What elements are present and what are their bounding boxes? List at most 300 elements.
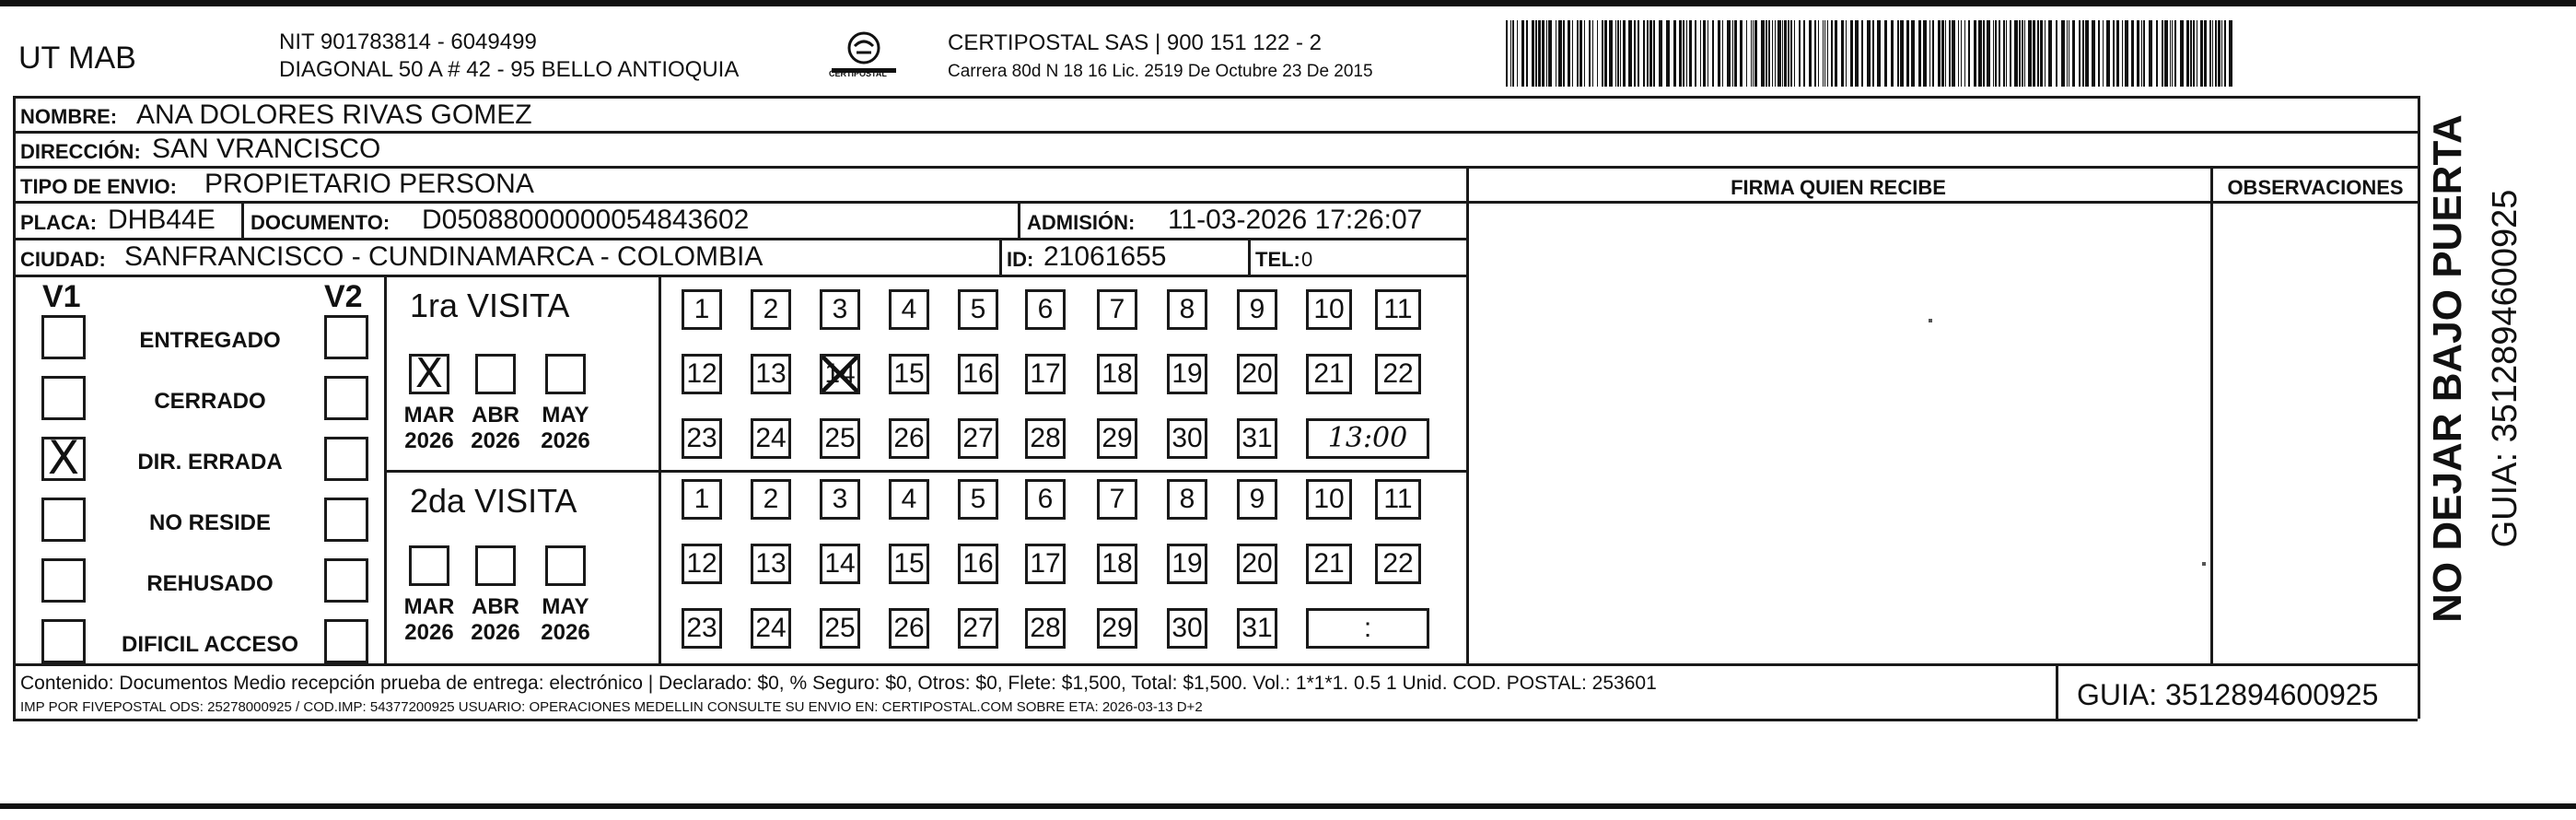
visita1-day[interactable]: 15 <box>889 354 929 394</box>
barcode-bar <box>1850 20 1853 87</box>
barcode-bar <box>2061 20 2065 87</box>
visita2-day[interactable]: 31 <box>1237 608 1277 649</box>
visita2-day[interactable]: 6 <box>1025 479 1066 520</box>
visita1-day[interactable]: 3 <box>820 289 860 330</box>
tel-value: 0 <box>1301 248 1313 271</box>
visita1-day[interactable]: 11 <box>1375 289 1421 330</box>
barcode-bar <box>1542 20 1544 87</box>
visita1-month-checkbox[interactable]: X <box>409 354 449 394</box>
tipo-value: PROPIETARIO PERSONA <box>204 169 534 199</box>
barcode-bar <box>1638 20 1639 87</box>
barcode-bar <box>1572 20 1573 87</box>
barcode-bar <box>1877 20 1881 87</box>
barcode-bar <box>2149 20 2152 87</box>
barcode-bar <box>1510 20 1511 87</box>
documento-label: DOCUMENTO: <box>251 211 390 234</box>
barcode-bar <box>2092 20 2095 87</box>
barcode-bar <box>1617 20 1619 87</box>
v1-checkbox[interactable] <box>41 376 86 420</box>
barcode-bar <box>2045 20 2046 87</box>
barcode-bar <box>1740 20 1743 87</box>
sender-address: DIAGONAL 50 A # 42 - 95 BELLO ANTIOQUIA <box>279 57 740 82</box>
barcode-bar <box>2218 20 2220 87</box>
scan-top-edge <box>0 0 2576 6</box>
barcode-bar <box>1563 20 1565 87</box>
barcode-bar <box>2019 20 2021 87</box>
barcode-bar <box>1824 20 1825 87</box>
barcode-bar <box>1615 20 1616 87</box>
visita1-month-checkbox[interactable] <box>545 354 586 394</box>
barcode-bar <box>2010 20 2011 87</box>
barcode-bar <box>1620 20 1621 87</box>
barcode-bar <box>1584 20 1585 87</box>
barcode-bar <box>2067 20 2068 87</box>
tel-divider <box>1248 238 1251 275</box>
barcode-bar <box>2022 20 2023 87</box>
barcode-bar <box>2106 20 2110 87</box>
barcode-bar <box>1855 20 1859 87</box>
barcode-bar <box>2224 20 2226 87</box>
barcode-bar <box>1679 20 1682 87</box>
visita1-month-label: MAY <box>542 403 589 428</box>
visita1-day[interactable]: 8 <box>1167 289 1207 330</box>
barcode-bar <box>1938 20 1941 87</box>
status-label: ENTREGADO <box>139 328 281 353</box>
barcode-bar <box>1700 20 1701 87</box>
footer-impresion: IMP POR FIVEPOSTAL ODS: 25278000925 / COD.IMP: 54377200925 USUARIO: OPERACIONES MEDELLIN CONSULTE SU ENVIO EN: CERTIPOSTAL.COM SOBRE ETA: 2026-03-13 D+2 <box>20 699 1203 715</box>
visita2-day[interactable]: 22 <box>1375 544 1421 584</box>
barcode-bar <box>1831 20 1833 87</box>
barcode-bar <box>2172 20 2173 87</box>
barcode-bar <box>1548 20 1552 87</box>
visita2-day[interactable]: 11 <box>1375 479 1421 520</box>
sender-name: UT MAB <box>18 41 136 76</box>
v2-checkbox[interactable] <box>324 558 368 603</box>
barcode-bar <box>1609 20 1613 87</box>
visita2-title: 2da VISITA <box>410 482 577 520</box>
scan-dot <box>1929 319 1932 322</box>
barcode-bar <box>2209 20 2211 87</box>
visita1-day[interactable]: 22 <box>1375 354 1421 394</box>
visita2-day[interactable]: 29 <box>1097 608 1137 649</box>
barcode-bar <box>2204 20 2207 87</box>
barcode-bar <box>1782 20 1783 87</box>
v2-checkbox[interactable] <box>324 376 368 420</box>
visita2-hora: : <box>1306 608 1429 649</box>
visita1-day[interactable]: 17 <box>1025 354 1066 394</box>
barcode-bar <box>2033 20 2035 87</box>
barcode-bar <box>1790 20 1792 87</box>
barcode-bar <box>1577 20 1579 87</box>
barcode-bar <box>2028 20 2032 87</box>
barcode-bar <box>1734 20 1737 87</box>
barcode-bar <box>1932 20 1934 87</box>
barcode-bar <box>1897 20 1899 87</box>
barcode-bar <box>1602 20 1603 87</box>
barcode-bar <box>1983 20 1985 87</box>
visita1-day[interactable]: 12 <box>682 354 722 394</box>
visita1-day[interactable]: 5 <box>958 289 998 330</box>
barcode-bar <box>1945 20 1946 87</box>
barcode-bar <box>1689 20 1692 87</box>
barcode-bar <box>2186 20 2189 87</box>
barcode <box>1506 20 2243 87</box>
barcode-bar <box>1568 20 1570 87</box>
tel-label: TEL: <box>1255 248 1300 271</box>
barcode-bar <box>1978 20 1982 87</box>
barcode-bar <box>2079 20 2081 87</box>
visita2-day[interactable]: 15 <box>889 544 929 584</box>
barcode-bar <box>1643 20 1645 87</box>
barcode-bar <box>2006 20 2007 87</box>
barcode-bar <box>1649 20 1652 87</box>
barcode-bar <box>1841 20 1844 87</box>
barcode-bar <box>1814 20 1816 87</box>
visita2-month-year: 2026 <box>471 620 520 645</box>
barcode-bar <box>1778 20 1781 87</box>
v1-checkbox[interactable]: X <box>41 437 86 481</box>
barcode-bar <box>1604 20 1607 87</box>
barcode-bar <box>1999 20 2000 87</box>
barcode-bar <box>1558 20 1562 87</box>
barcode-bar <box>1827 20 1828 87</box>
barcode-bar <box>1597 20 1598 87</box>
footer-contenido: Contenido: Documentos Medio recepción prueba de entrega: electrónico | Declarado: $0, % Seguro: $0, Otros: $0, Flete: $1,500, Total: $1,500. Vol.: 1*1*1. 0.5 1 Unid. COD. POSTAL: 253601 <box>20 673 1657 694</box>
barcode-bar <box>2180 20 2184 87</box>
barcode-bar <box>1766 20 1767 87</box>
v2-label: V2 <box>324 279 363 314</box>
v1-label: V1 <box>42 279 81 314</box>
barcode-bar <box>1761 20 1765 87</box>
visita2-day[interactable]: 10 <box>1306 479 1352 520</box>
barcode-bar <box>1818 20 1819 87</box>
visita1-day[interactable]: 20 <box>1237 354 1277 394</box>
visita2-day[interactable]: 13 <box>751 544 791 584</box>
id-divider <box>999 238 1002 275</box>
visita1-day[interactable]: 31 <box>1237 418 1277 459</box>
visita2-month-checkbox[interactable] <box>475 545 516 586</box>
visita1-day[interactable]: 16 <box>958 354 998 394</box>
barcode-bar <box>1517 20 1518 87</box>
barcode-bar <box>2190 20 2192 87</box>
barcode-bar <box>1751 20 1752 87</box>
barcode-bar <box>1872 20 1874 87</box>
barcode-bar <box>1666 20 1670 87</box>
barcode-bar <box>1538 20 1541 87</box>
visita2-day[interactable]: 20 <box>1237 544 1277 584</box>
visita2-day[interactable]: 16 <box>958 544 998 584</box>
v2-checkbox[interactable] <box>324 437 368 481</box>
calendar-left-border <box>659 275 661 663</box>
visita2-month-year: 2026 <box>541 620 590 645</box>
visita2-day[interactable]: 30 <box>1167 608 1207 649</box>
visita1-day[interactable]: 25 <box>820 418 860 459</box>
ciudad-label: CIUDAD: <box>20 248 106 271</box>
barcode-bar <box>1623 20 1626 87</box>
barcode-bar <box>1846 20 1847 87</box>
barcode-bar <box>1929 20 1930 87</box>
barcode-bar <box>1526 20 1528 87</box>
visita2-month-label: ABR <box>472 594 519 619</box>
nombre-value: ANA DOLORES RIVAS GOMEZ <box>136 100 532 130</box>
barcode-bar <box>2215 20 2217 87</box>
visita2-day[interactable]: 21 <box>1306 544 1352 584</box>
visita2-day[interactable]: 18 <box>1097 544 1137 584</box>
barcode-bar <box>1835 20 1837 87</box>
observaciones-header: OBSERVACIONES <box>2227 176 2404 199</box>
side-guia: GUIA: 3512894600925 <box>2486 189 2524 548</box>
form-top-line <box>13 96 2418 99</box>
barcode-bar <box>1809 20 1812 87</box>
visita2-day[interactable]: 27 <box>958 608 998 649</box>
visita2-day[interactable]: 5 <box>958 479 998 520</box>
ciudad-value: SANFRANCISCO - CUNDINAMARCA - COLOMBIA <box>124 241 763 272</box>
barcode-bar <box>1579 20 1582 87</box>
visita1-day[interactable]: 6 <box>1025 289 1066 330</box>
barcode-bar <box>2113 20 2115 87</box>
barcode-bar <box>1995 20 1997 87</box>
barcode-bar <box>2048 20 2052 87</box>
visita1-day[interactable]: 4 <box>889 289 929 330</box>
barcode-bar <box>1653 20 1655 87</box>
v2-checkbox[interactable] <box>324 619 368 663</box>
line-ciudad <box>13 275 1466 277</box>
status-label: REHUSADO <box>146 571 274 596</box>
visita1-day[interactable]: 29 <box>1097 418 1137 459</box>
direccion-label: DIRECCIÓN: <box>20 140 141 163</box>
barcode-bar <box>2212 20 2213 87</box>
barcode-bar <box>2141 20 2142 87</box>
barcode-bar <box>2085 20 2089 87</box>
company-address: Carrera 80d N 18 16 Lic. 2519 De Octubre 23 De 2015 <box>948 62 1373 81</box>
v2-checkbox[interactable] <box>324 498 368 542</box>
visita-separator <box>384 470 1466 473</box>
visita1-title: 1ra VISITA <box>410 287 570 324</box>
visita1-day[interactable]: 7 <box>1097 289 1137 330</box>
visita2-day[interactable]: 12 <box>682 544 722 584</box>
barcode-bar <box>1823 20 1824 87</box>
barcode-bar <box>1794 20 1795 87</box>
visita2-month-checkbox[interactable] <box>545 545 586 586</box>
visita1-day[interactable]: 21 <box>1306 354 1352 394</box>
barcode-bar <box>2072 20 2075 87</box>
nombre-label: NOMBRE: <box>20 105 118 128</box>
barcode-bar <box>1753 20 1754 87</box>
placa-divider <box>241 201 244 238</box>
visita2-month-year: 2026 <box>404 620 454 645</box>
barcode-bar <box>1788 20 1789 87</box>
admision-label: ADMISIÓN: <box>1027 211 1136 234</box>
admision-divider <box>1018 201 1020 238</box>
barcode-bar <box>1722 20 1723 87</box>
barcode-bar <box>2098 20 2100 87</box>
barcode-bar <box>1941 20 1944 87</box>
footer-right-border <box>2418 663 2420 719</box>
barcode-bar <box>1884 20 1887 87</box>
visita2-day[interactable]: 2 <box>751 479 791 520</box>
id-label: ID: <box>1007 248 1034 271</box>
barcode-bar <box>2122 20 2123 87</box>
barcode-bar <box>1712 20 1714 87</box>
barcode-bar <box>1732 20 1733 87</box>
header-underline <box>1466 201 2420 204</box>
documento-value: D05088000000054843602 <box>422 205 750 235</box>
line-tipo <box>13 201 1466 204</box>
visita1-month-year: 2026 <box>541 428 590 453</box>
v1-checkbox[interactable] <box>41 498 86 542</box>
barcode-bar <box>1906 20 1909 87</box>
visita2-day[interactable]: 14 <box>820 544 860 584</box>
visita2-day[interactable]: 26 <box>889 608 929 649</box>
visita1-day[interactable]: 2 <box>751 289 791 330</box>
barcode-bar <box>1900 20 1904 87</box>
barcode-bar <box>1647 20 1649 87</box>
barcode-bar <box>2131 20 2134 87</box>
status-label: DIFICIL ACCESO <box>121 632 298 657</box>
visita1-day[interactable]: 26 <box>889 418 929 459</box>
barcode-bar <box>2174 20 2176 87</box>
admision-value: 11-03-2026 17:26:07 <box>1168 205 1423 235</box>
barcode-bar <box>1659 20 1662 87</box>
visita2-day[interactable]: 3 <box>820 479 860 520</box>
barcode-bar <box>2162 20 2163 87</box>
footer-guia-divider <box>2056 663 2058 719</box>
visita1-day[interactable]: 10 <box>1306 289 1352 330</box>
visita1-day[interactable]: 13 <box>751 354 791 394</box>
barcode-bar <box>2170 20 2171 87</box>
barcode-bar <box>2103 20 2104 87</box>
sender-nit: NIT 901783814 - 6049499 <box>279 29 537 54</box>
barcode-bar <box>1532 20 1534 87</box>
barcode-bar <box>2137 20 2139 87</box>
firma-left-border <box>1466 166 1469 663</box>
barcode-bar <box>2164 20 2168 87</box>
visita1-day[interactable]: 27 <box>958 418 998 459</box>
visita2-day[interactable]: 25 <box>820 608 860 649</box>
visita1-day[interactable]: 9 <box>1237 289 1277 330</box>
id-value: 21061655 <box>1043 241 1167 272</box>
visita1-month-checkbox[interactable] <box>475 354 516 394</box>
barcode-bar <box>1673 20 1676 87</box>
visita2-month-label: MAR <box>403 594 455 619</box>
barcode-bar <box>1964 20 1965 87</box>
visita2-month-checkbox[interactable] <box>409 545 449 586</box>
barcode-bar <box>1546 20 1547 87</box>
barcode-bar <box>1718 20 1720 87</box>
visita2-day[interactable]: 9 <box>1237 479 1277 520</box>
firma-header: FIRMA QUIEN RECIBE <box>1731 176 1946 199</box>
visita-left-border <box>384 275 387 663</box>
direccion-value: SAN VRANCISCO <box>152 134 381 164</box>
barcode-bar <box>1799 20 1801 87</box>
visita2-day[interactable]: 24 <box>751 608 791 649</box>
visita1-day[interactable]: 28 <box>1025 418 1066 459</box>
scan-bottom-edge <box>0 803 2576 809</box>
placa-value: DHB44E <box>108 205 216 235</box>
scan-dot <box>2202 562 2206 566</box>
barcode-bar <box>2116 20 2119 87</box>
visita2-day[interactable]: 17 <box>1025 544 1066 584</box>
visita2-day[interactable]: 7 <box>1097 479 1137 520</box>
status-label: DIR. ERRADA <box>137 450 283 474</box>
visita2-day[interactable]: 8 <box>1167 479 1207 520</box>
right-section-border <box>2418 166 2420 663</box>
visita2-day[interactable]: 23 <box>682 608 722 649</box>
visita2-day[interactable]: 28 <box>1025 608 1066 649</box>
barcode-bar <box>2024 20 2025 87</box>
side-warning: NO DEJAR BAJO PUERTA <box>2425 114 2470 623</box>
barcode-bar <box>1634 20 1636 87</box>
visita1-day[interactable]: 23 <box>682 418 722 459</box>
barcode-bar <box>1703 20 1706 87</box>
visita1-day[interactable]: 1 <box>682 289 722 330</box>
barcode-bar <box>2082 20 2084 87</box>
barcode-bar <box>1968 20 1970 87</box>
placa-label: PLACA: <box>20 211 98 234</box>
barcode-bar <box>1592 20 1593 87</box>
barcode-bar <box>2037 20 2039 87</box>
barcode-bar <box>1775 20 1776 87</box>
barcode-bar <box>2193 20 2195 87</box>
barcode-bar <box>1628 20 1632 87</box>
barcode-bar <box>1952 20 1955 87</box>
barcode-bar <box>1987 20 1990 87</box>
company-name: CERTIPOSTAL SAS | 900 151 122 - 2 <box>948 30 1322 55</box>
logo-text: CERTIPOSTAL <box>829 69 887 78</box>
visita2-day[interactable]: 19 <box>1167 544 1207 584</box>
barcode-bar <box>1521 20 1524 87</box>
footer-bottom-line <box>13 719 2418 721</box>
barcode-bar <box>2200 20 2203 87</box>
visita1-day[interactable]: 30 <box>1167 418 1207 459</box>
barcode-bar <box>2229 20 2232 87</box>
barcode-bar <box>1589 20 1591 87</box>
barcode-bar <box>2003 20 2005 87</box>
observaciones-left-border <box>2210 166 2213 663</box>
barcode-bar <box>1974 20 1976 87</box>
barcode-bar <box>1918 20 1921 87</box>
visita1-day[interactable]: 19 <box>1167 354 1207 394</box>
barcode-bar <box>1993 20 1994 87</box>
visita1-day[interactable]: 14 <box>820 354 860 394</box>
barcode-bar <box>1867 20 1871 87</box>
v1-checkbox[interactable] <box>41 619 86 663</box>
visita1-day[interactable]: 24 <box>751 418 791 459</box>
footer-guia: GUIA: 3512894600925 <box>2077 678 2379 711</box>
barcode-bar <box>2156 20 2158 87</box>
barcode-bar <box>1686 20 1687 87</box>
barcode-bar <box>1506 20 1508 87</box>
visita1-month-year: 2026 <box>471 428 520 453</box>
v1-checkbox[interactable] <box>41 315 86 359</box>
barcode-bar <box>2125 20 2128 87</box>
visita1-day[interactable]: 18 <box>1097 354 1137 394</box>
barcode-bar <box>2014 20 2018 87</box>
barcode-bar <box>1683 20 1684 87</box>
visita2-day[interactable]: 1 <box>682 479 722 520</box>
barcode-bar <box>1754 20 1757 87</box>
barcode-bar <box>1512 20 1514 87</box>
visita1-month-year: 2026 <box>404 428 454 453</box>
barcode-bar <box>1768 20 1770 87</box>
barcode-bar <box>2143 20 2145 87</box>
v1-checkbox[interactable] <box>41 558 86 603</box>
visita2-day[interactable]: 4 <box>889 479 929 520</box>
barcode-bar <box>1746 20 1747 87</box>
v2-checkbox[interactable] <box>324 315 368 359</box>
visita1-month-label: ABR <box>472 403 519 428</box>
visita1-month-label: MAR <box>403 403 455 428</box>
